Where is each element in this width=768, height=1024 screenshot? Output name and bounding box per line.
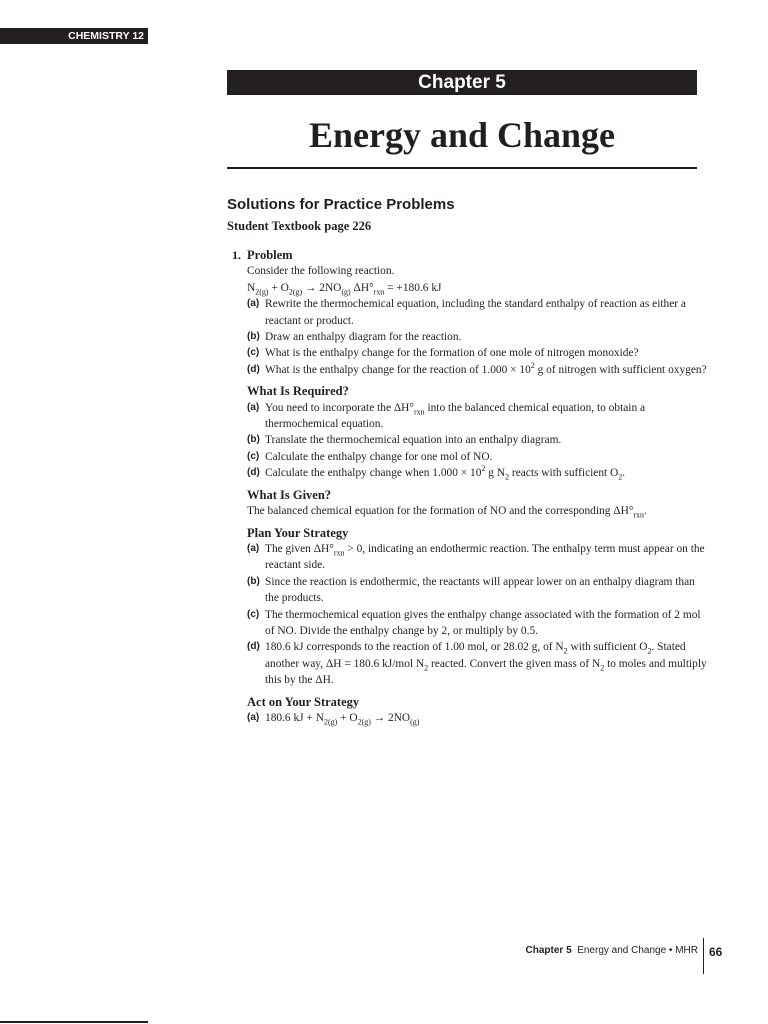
- footer-divider: [703, 938, 704, 974]
- given-heading: What Is Given?: [247, 487, 332, 502]
- problem-1: [227, 247, 707, 726]
- strategy-a: (a) The given $\Delta H^\circ_{rxn} > 0$, indicating an endothermic reaction. The enthalpy term must appear on the reactant side.: [247, 542, 705, 572]
- required-d: (d) Calculate the enthalpy change when $1.000 \times 10^2$ g $N_2$ reacts with sufficient $O_2$.: [247, 464, 626, 482]
- strategy-c: (c) The thermochemical equation gives the enthalpy change associated with the formation of 2 mol of NO. Divide the enthalpy change by 2, or multiply by 0.5.: [247, 608, 701, 637]
- problem-part-d: (d) What is the enthalpy change for the reaction of $1.000 \times 10^2$ g of nitrogen with sufficient oxygen?: [247, 361, 707, 376]
- problem-part-c: (c) What is the enthalpy change for the formation of one mole of nitrogen monoxide?: [247, 347, 639, 360]
- given-text: The balanced chemical equation for the formation of NO and the corresponding $\Delta H^\circ_{rxn}$.: [247, 505, 647, 520]
- problem-part-a: (a) Rewrite the thermochemical equation, including the standard enthalpy of reaction as either a reactant or product.: [247, 298, 686, 327]
- strategy-d: (d) 180.6 kJ corresponds to the reaction of 1.00 mol, or 28.02 g, of $N_2$ with sufficient $O_2$. Stated another way, ΔH = 180.6 kJ/mol $N_2$ reacted. Convert the given mass of $N_2$ to moles and multiply this by the ΔH.: [247, 641, 707, 687]
- title-rule: [227, 167, 697, 169]
- page-number: 66: [709, 945, 723, 959]
- problem-equation: $N_{2(g)} + O_{2(g)} \to 2NO_{(g)}$ $\Delta H^\circ_{rxn} = +180.6$ kJ: [247, 281, 442, 297]
- required-b: (b) Translate the thermochemical equation into an enthalpy diagram.: [247, 434, 562, 447]
- strategy-b: (b) Since the reaction is endothermic, the reactants will appear lower on an enthalpy diagram than the products.: [247, 575, 695, 605]
- strategy-heading: Plan Your Strategy: [247, 525, 349, 540]
- main-content: [227, 195, 707, 726]
- section-title: Solutions for Practice Problems: [227, 196, 455, 213]
- section-subtitle: Student Textbook page 226: [227, 219, 372, 233]
- problem-intro: Consider the following reaction.: [247, 265, 395, 278]
- problem-number: 1.: [232, 248, 241, 262]
- page-footer: Chapter 5 Energy and Change • MHR: [525, 945, 698, 956]
- required-a: (a) You need to incorporate the $\Delta H^\circ_{rxn}$ into the balanced chemical equation, to obtain a thermochemical equation.: [247, 401, 646, 431]
- chapter-label: Chapter 5: [227, 70, 697, 95]
- act-heading: Act on Your Strategy: [247, 694, 360, 709]
- book-banner: CHEMISTRY 12: [0, 28, 148, 44]
- bottom-rule: [0, 1021, 148, 1023]
- problem-part-b: (b) Draw an enthalpy diagram for the reaction.: [247, 331, 462, 344]
- chapter-title: Energy and Change: [308, 115, 616, 155]
- required-c: (c) Calculate the enthalpy change for one mol of NO.: [247, 450, 493, 463]
- act-a: (a) 180.6 kJ + $N_{2(g)} + O_{2(g)} \to 2NO_{(g)}$: [247, 711, 420, 727]
- required-heading: What Is Required?: [247, 384, 349, 399]
- problem-heading: Problem: [247, 248, 293, 262]
